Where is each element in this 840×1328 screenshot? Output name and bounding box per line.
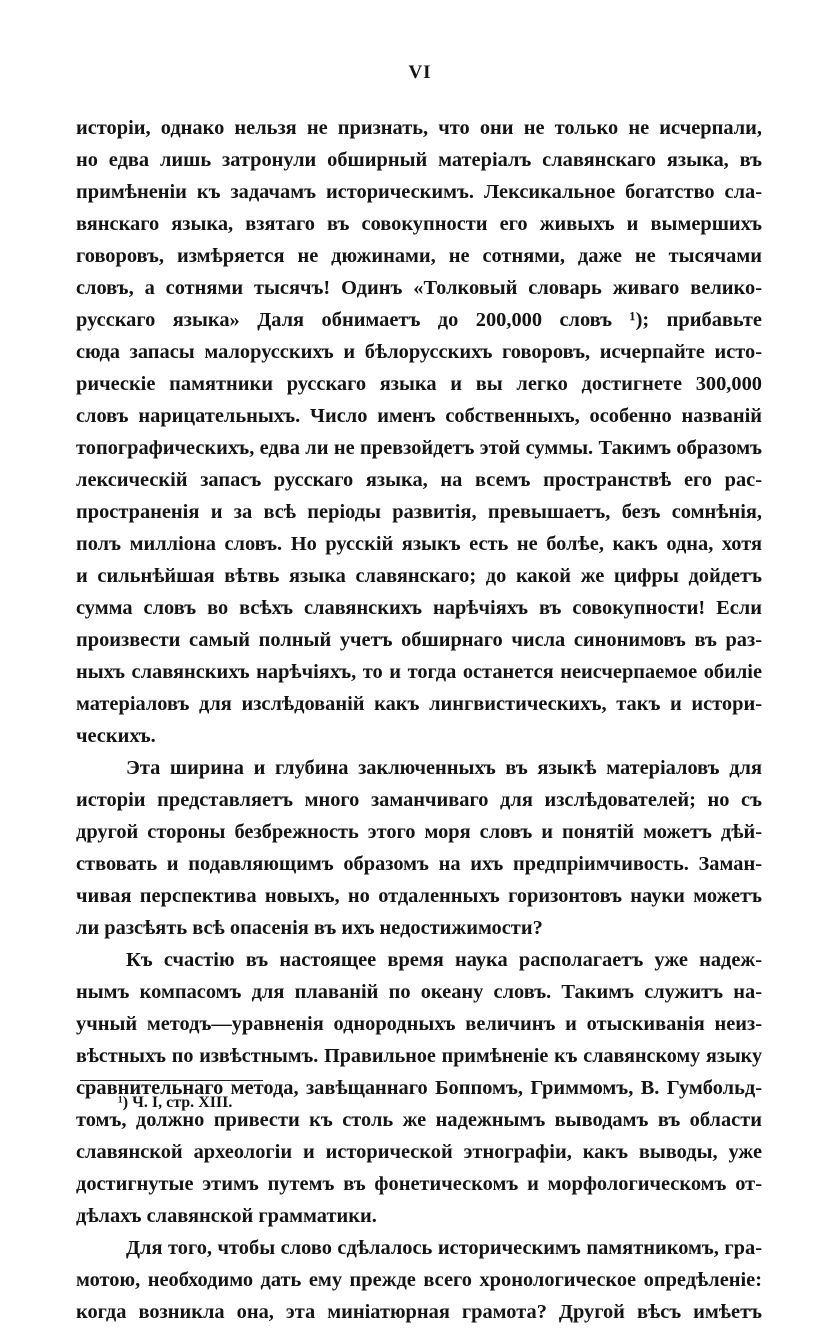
footnote: ¹) Ч. I, стр. XIII.	[118, 1094, 233, 1111]
text-line: произвести самый полный учетъ обширнаго числа синонимовъ въ раз-	[76, 629, 762, 651]
text-line: когда возникла она, эта миніатюрная грамота? Другой вѣсъ имѣетъ	[76, 1301, 762, 1323]
text-line: матеріаловъ для изслѣдованій какъ лингвистическихъ, такъ и истори-	[76, 693, 762, 715]
text-line: сравнительнаго метода, завѣщаннаго Боппомъ, Гриммомъ, В. Гумбольд-	[76, 1077, 762, 1099]
text-line: ныхъ славянскихъ нарѣчіяхъ, то и тогда останется неисчерпаемое обиліе	[76, 661, 762, 683]
page-number: VI	[408, 62, 432, 83]
text-line: примѣненіи къ задачамъ историческимъ. Лексикальное богатство сла-	[76, 181, 762, 203]
text-line: полъ милліона словъ. Но русскій языкъ есть не болѣе, какъ одна, хотя	[76, 533, 762, 555]
text-line: вянскаго языка, взятаго въ совокупности его живыхъ и вымершихъ	[76, 213, 762, 235]
text-line: мотою, необходимо дать ему прежде всего хронологическое опредѣленіе:	[76, 1269, 762, 1291]
text-line: Къ счастію въ настоящее время наука располагаетъ уже надеж-	[126, 949, 762, 971]
text-line: славянской археологіи и исторической этнографіи, какъ выводы, уже	[76, 1141, 762, 1163]
text-line: другой стороны безбрежность этого моря словъ и понятій можетъ дѣй-	[76, 821, 762, 843]
text-line: учный методъ—уравненія однородныхъ величинъ и отыскиванія неиз-	[76, 1013, 762, 1035]
text-line: ли разсѣять всѣ опасенія въ ихъ недостижимости?	[76, 917, 543, 939]
text-line: рическіе памятники русскаго языка и вы легко достигнете 300,000	[76, 373, 762, 395]
text-line: словъ, а сотнями тысячъ! Одинъ «Толковый словарь живаго велико-	[76, 277, 762, 299]
text-line: топографическихъ, едва ли не превзойдетъ этой суммы. Такимъ образомъ	[76, 437, 762, 459]
text-line: и сильнѣйшая вѣтвь языка славянскаго; до какой же цифры дойдетъ	[76, 565, 762, 587]
text-line: лексическій запасъ русскаго языка, на всемъ пространствѣ его рас-	[76, 469, 762, 491]
text-line: исторіи представляетъ много заманчиваго для изслѣдователей; но съ	[76, 789, 762, 811]
body-text	[76, 112, 762, 1328]
footnote-divider	[80, 1080, 263, 1081]
text-line: исторіи, однако нельзя не признать, что они не только не исчерпали,	[76, 117, 762, 139]
text-line: дѣлахъ славянской грамматики.	[76, 1205, 377, 1227]
text-line: вѣстныхъ по извѣстнымъ. Правильное примѣненіе къ славянскому языку	[76, 1045, 762, 1067]
text-line: пространенія и за всѣ періоды развитія, превышаетъ, безъ сомнѣнія,	[76, 501, 762, 523]
text-line: нымъ компасомъ для плаваній по океану словъ. Такимъ служитъ на-	[76, 981, 762, 1003]
text-line: достигнутые этимъ путемъ въ фонетическомъ и морфологическомъ от-	[76, 1173, 762, 1195]
text-line: сюда запасы малорусскихъ и бѣлорусскихъ говоровъ, исчерпайте исто-	[76, 341, 762, 363]
text-line: Для того, чтобы слово сдѣлалось историческимъ памятникомъ, гра-	[126, 1237, 762, 1259]
text-line: чивая перспектива новыхъ, но отдаленныхъ горизонтовъ науки можетъ	[76, 885, 762, 907]
text-line: сумма словъ во всѣхъ славянскихъ нарѣчіяхъ въ совокупности! Если	[76, 597, 762, 619]
text-line: русскаго языка» Даля обнимаетъ до 200,000 словъ ¹); прибавьте	[76, 309, 762, 331]
text-line: но едва лишь затронули обширный матеріалъ славянскаго языка, въ	[76, 149, 762, 171]
text-line: томъ, должно привести къ столь же надежнымъ выводамъ въ области	[76, 1109, 762, 1131]
text-line: говоровъ, измѣряется не дюжинами, не сотнями, даже не тысячами	[76, 245, 762, 267]
text-line: ствовать и подавляющимъ образомъ на ихъ предпріимчивость. Заман-	[76, 853, 762, 875]
text-line: словъ нарицательныхъ. Число именъ собственныхъ, особенно названій	[76, 405, 762, 427]
text-line: ческихъ.	[76, 725, 156, 747]
text-line: Эта ширина и глубина заключенныхъ въ языкѣ матеріаловъ для	[126, 757, 762, 779]
